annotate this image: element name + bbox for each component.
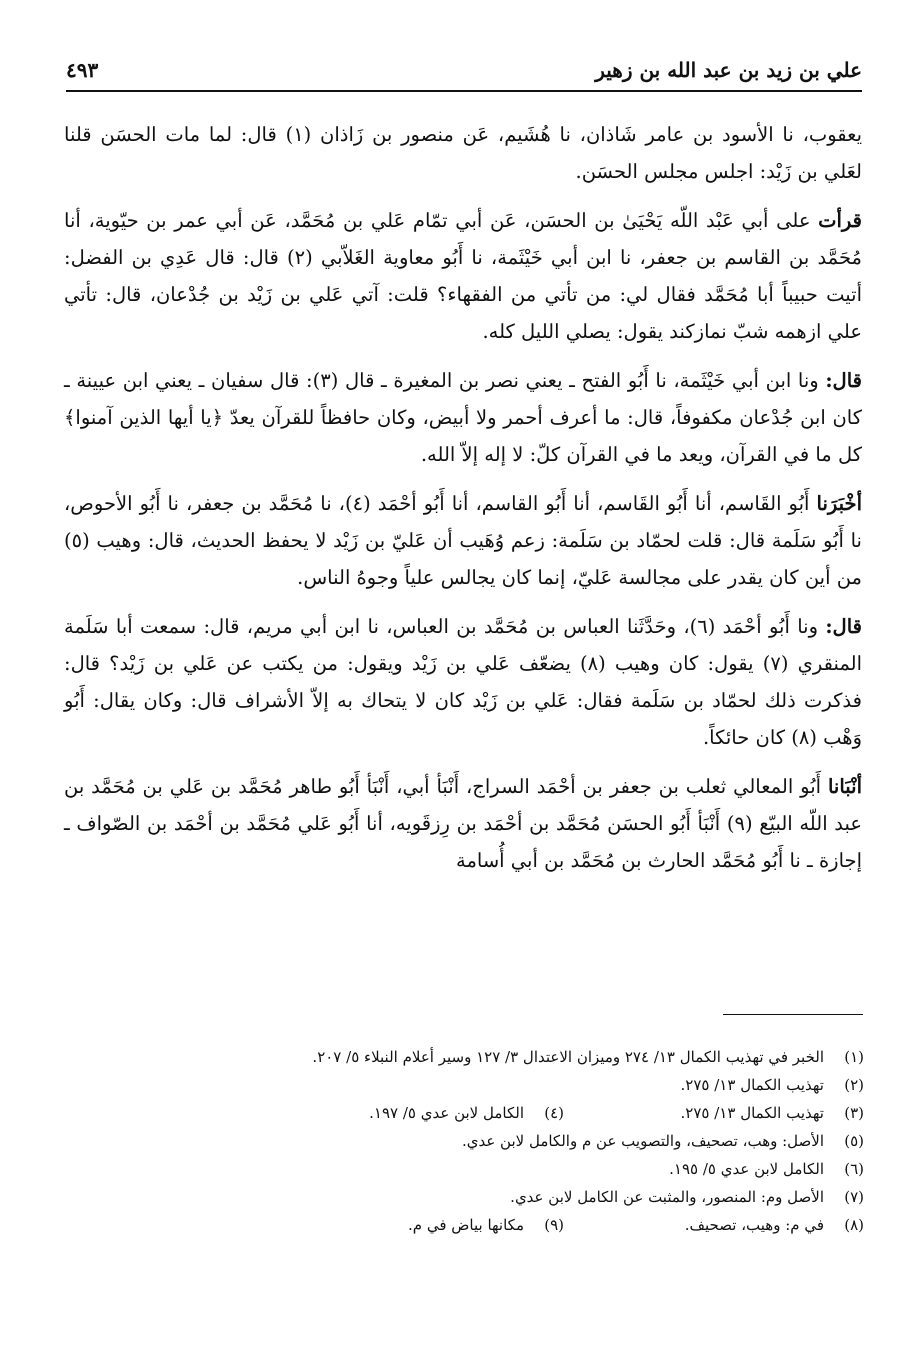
footnote-number: (٥) [844,1132,864,1150]
paragraph-lead: قال: [825,615,862,638]
footnote-number: (٤) [544,1104,564,1122]
footnote-7 [510,1183,864,1211]
footnote-number: (٣) [844,1104,864,1122]
footnote-number: (٢) [844,1076,864,1094]
footnote-number: (٨) [844,1216,864,1234]
footnote-row [160,1099,864,1127]
paragraph-text: أَبُو القَاسم، أنا أَبُو القَاسم، أنا أَبُو القاسم، أنا أَبُو أحْمَد (٤)، نا مُحَمَّد بن جعفر، نا أَبُو الأحوص، نا أَبُو سَلَمة قال: قلت لحمّاد بن سَلَمة: زعم وُهَيب أن عَليّ بن زَيْد لا يحفظ الحديث، قال: وهيب (٥) من أين كان يقدر على مجالسة عَليّ، إنما كان يجالس علياً وجوهُ الناس. [64,492,862,589]
footnote-5 [462,1127,864,1155]
paragraph-2 [64,202,862,350]
footnotes [160,1043,864,1239]
footnote-number: (٩) [544,1216,564,1234]
paragraph-lead: أنْبَانا [827,775,862,798]
footnote-row [160,1127,864,1155]
paragraph-lead: أخْبَرَنا [816,492,862,515]
page-header [66,50,862,92]
footnote-text: الأصل: وهب، تصحيف، والتصويب عن م والكامل لابن عدي. [461,1132,824,1150]
footnote-1 [312,1043,864,1071]
footnote-number: (٦) [844,1160,864,1178]
footnote-text: تهذيب الكمال ١٣/ ٢٧٥. [680,1104,824,1122]
paragraph-text: على أبي عَبْد اللّه يَحْيَىٰ بن الحسَن، عَن أبي تمّام عَلي بن مُحَمَّد، عَن أبي عمر بن حيّوية، أنا مُحَمَّد بن القاسم بن جعفر، نا ابن أبي خَيْثَمة، نا أَبُو معاوية الغَلاّبي (٢) قال: قال عَدِي بن الفضل: أتيت حبيباً أبا مُحَمَّد فقال لي: من تأتي من الفقهاء؟ قلت: آتي عَلي بن زَيْد بن جُدْعان، قال: تأتي علي ازهمه شبّ نمازكند يقول: يصلي الليل كله. [64,209,862,343]
footnote-text: تهذيب الكمال ١٣/ ٢٧٥. [680,1076,824,1094]
footnote-number: (٧) [844,1188,864,1206]
main-text [64,116,862,891]
footnote-text: مكانها بياض في م. [408,1216,524,1234]
footnote-row [160,1183,864,1211]
footnote-text: الأصل وم: المنصور، والمثبت عن الكامل لابن عدي. [510,1188,824,1206]
paragraph-5 [64,608,862,756]
footnote-separator [723,1014,863,1015]
paragraph-lead: قرأت [818,209,862,232]
paragraph-4 [64,485,862,596]
paragraph-text: ونا أَبُو أحْمَد (٦)، وحَدَّثَنا العباس بن مُحَمَّد بن العباس، نا ابن أبي مريم، قال: سمعت أبا سَلَمة المنقري (٧) يقول: كان وهيب (٨) يضعّف عَلي بن زَيْد ويقول: من يكتب عن عَلي بن زَيْد؟ قال: فذكرت ذلك لحمّاد بن سَلَمة فقال: عَلي بن زَيْد كان لا يتحاك به إلاّ الأشراف قال: وكان يقال: أَبُو وَهْب (٨) كان حائكاً. [64,615,862,749]
running-title: علي بن زيد بن عبد الله بن زهير [595,58,862,82]
footnote-6 [669,1155,864,1183]
footnote-text: الكامل لابن عدي ٥/ ١٩٥. [669,1160,824,1178]
paragraph-text: ونا ابن أبي خَيْثَمة، نا أَبُو الفتح ـ يعني نصر بن المغيرة ـ قال (٣): قال سفيان ـ يعني ابن عيينة ـ كان ابن جُدْعان مكفوفاً، قال: ما أعرف أحمر ولا أبيض، وكان حافظاً للقرآن يعدّ ﴿يا أيها الذين آمنوا﴾ كل ما في القرآن، ويعد ما في القرآن كلّ: لا إله إلاّ الله. [64,369,862,466]
paragraph-6 [64,768,862,879]
footnote-row [160,1211,864,1239]
paragraph-1 [64,116,862,190]
footnote-row [160,1155,864,1183]
footnote-number: (١) [844,1048,864,1066]
footnote-3 [564,1099,864,1127]
footnote-text: الكامل لابن عدي ٥/ ١٩٧. [369,1104,524,1122]
paragraph-text: أَبُو المعالي ثعلب بن جعفر بن أحْمَد السراج، أَنْبَأ أبي، أَنْبَأ أَبُو طاهر مُحَمَّد بن عَلي بن مُحَمَّد بن عبد اللّه البيّع (٩) أَنْبَأ أَبُو الحسَن مُحَمَّد بن أحْمَد بن رِزقَويه، أنا أَبُو عَلي مُحَمَّد بن أحْمَد بن الصّواف ـ إجازة ـ نا أَبُو مُحَمَّد الحارث بن مُحَمَّد بن أبي أُسامة [64,775,862,872]
footnote-8 [564,1211,864,1239]
footnote-4 [369,1099,564,1127]
footnote-9 [408,1211,564,1239]
paragraph-text: يعقوب، نا الأسود بن عامر شَاذان، نا هُشَيم، عَن منصور بن زَاذان (١) قال: لما مات الحسَن قلنا لعَلي بن زَيْد: اجلس مجلس الحسَن. [64,123,863,183]
page-number: ٤٩٣ [66,58,99,82]
footnote-text: الخبر في تهذيب الكمال ١٣/ ٢٧٤ وميزان الاعتدال ٣/ ١٢٧ وسير أعلام النبلاء ٥/ ٢٠٧. [312,1048,824,1066]
paragraph-3 [64,362,862,473]
paragraph-lead: قال: [825,369,862,392]
footnote-2 [681,1071,864,1099]
footnote-text: في م: وهيب، تصحيف. [684,1216,824,1234]
footnote-row [160,1043,864,1071]
footnote-row [160,1071,864,1099]
